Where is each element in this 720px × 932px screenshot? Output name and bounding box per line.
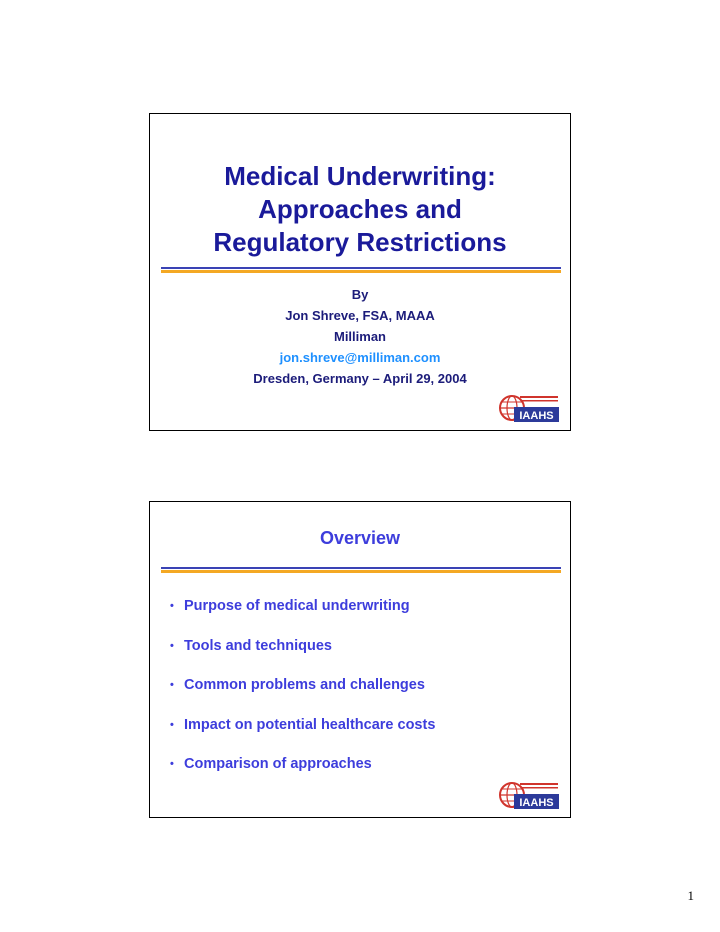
- company-name: Milliman: [333, 329, 386, 344]
- iaahs-logo: [498, 779, 560, 811]
- byline: [150, 284, 570, 389]
- slide-1: [149, 113, 571, 431]
- author-email[interactable]: jon.shreve@milliman.com: [279, 350, 441, 365]
- title-line: Regulatory Restrictions: [213, 227, 507, 257]
- bullet-icon: •: [170, 758, 174, 770]
- list-item: • Common problems and challenges: [170, 677, 425, 693]
- list-item: • Impact on potential healthcare costs: [170, 716, 436, 733]
- bullet-icon: •: [170, 718, 174, 731]
- bullet-icon: •: [170, 600, 174, 612]
- logo-text: IAAHS: [519, 410, 554, 422]
- list-item: • Comparison of approaches: [170, 756, 372, 772]
- title-divider: [161, 567, 561, 573]
- list-item: • Purpose of medical underwriting: [170, 598, 410, 614]
- bullet-icon: •: [170, 679, 174, 691]
- author-name: Jon Shreve, FSA, MAAA: [285, 308, 435, 323]
- iaahs-logo: [498, 392, 560, 424]
- title-divider: [161, 267, 561, 273]
- bullet-icon: •: [170, 639, 174, 652]
- title-line: Medical Underwriting:: [224, 161, 496, 191]
- by-label: By: [351, 287, 369, 302]
- event-info: Dresden, Germany – April 29, 2004: [253, 371, 467, 386]
- slide-1-title: [150, 160, 570, 259]
- slide-2: [149, 501, 571, 818]
- list-item: • Tools and techniques: [170, 637, 332, 654]
- overview-list: [170, 598, 550, 796]
- logo-text: IAAHS: [519, 797, 554, 809]
- title-line: Approaches and: [258, 194, 462, 224]
- slide-2-title: Overview: [319, 528, 401, 548]
- page-number: 1: [687, 888, 694, 903]
